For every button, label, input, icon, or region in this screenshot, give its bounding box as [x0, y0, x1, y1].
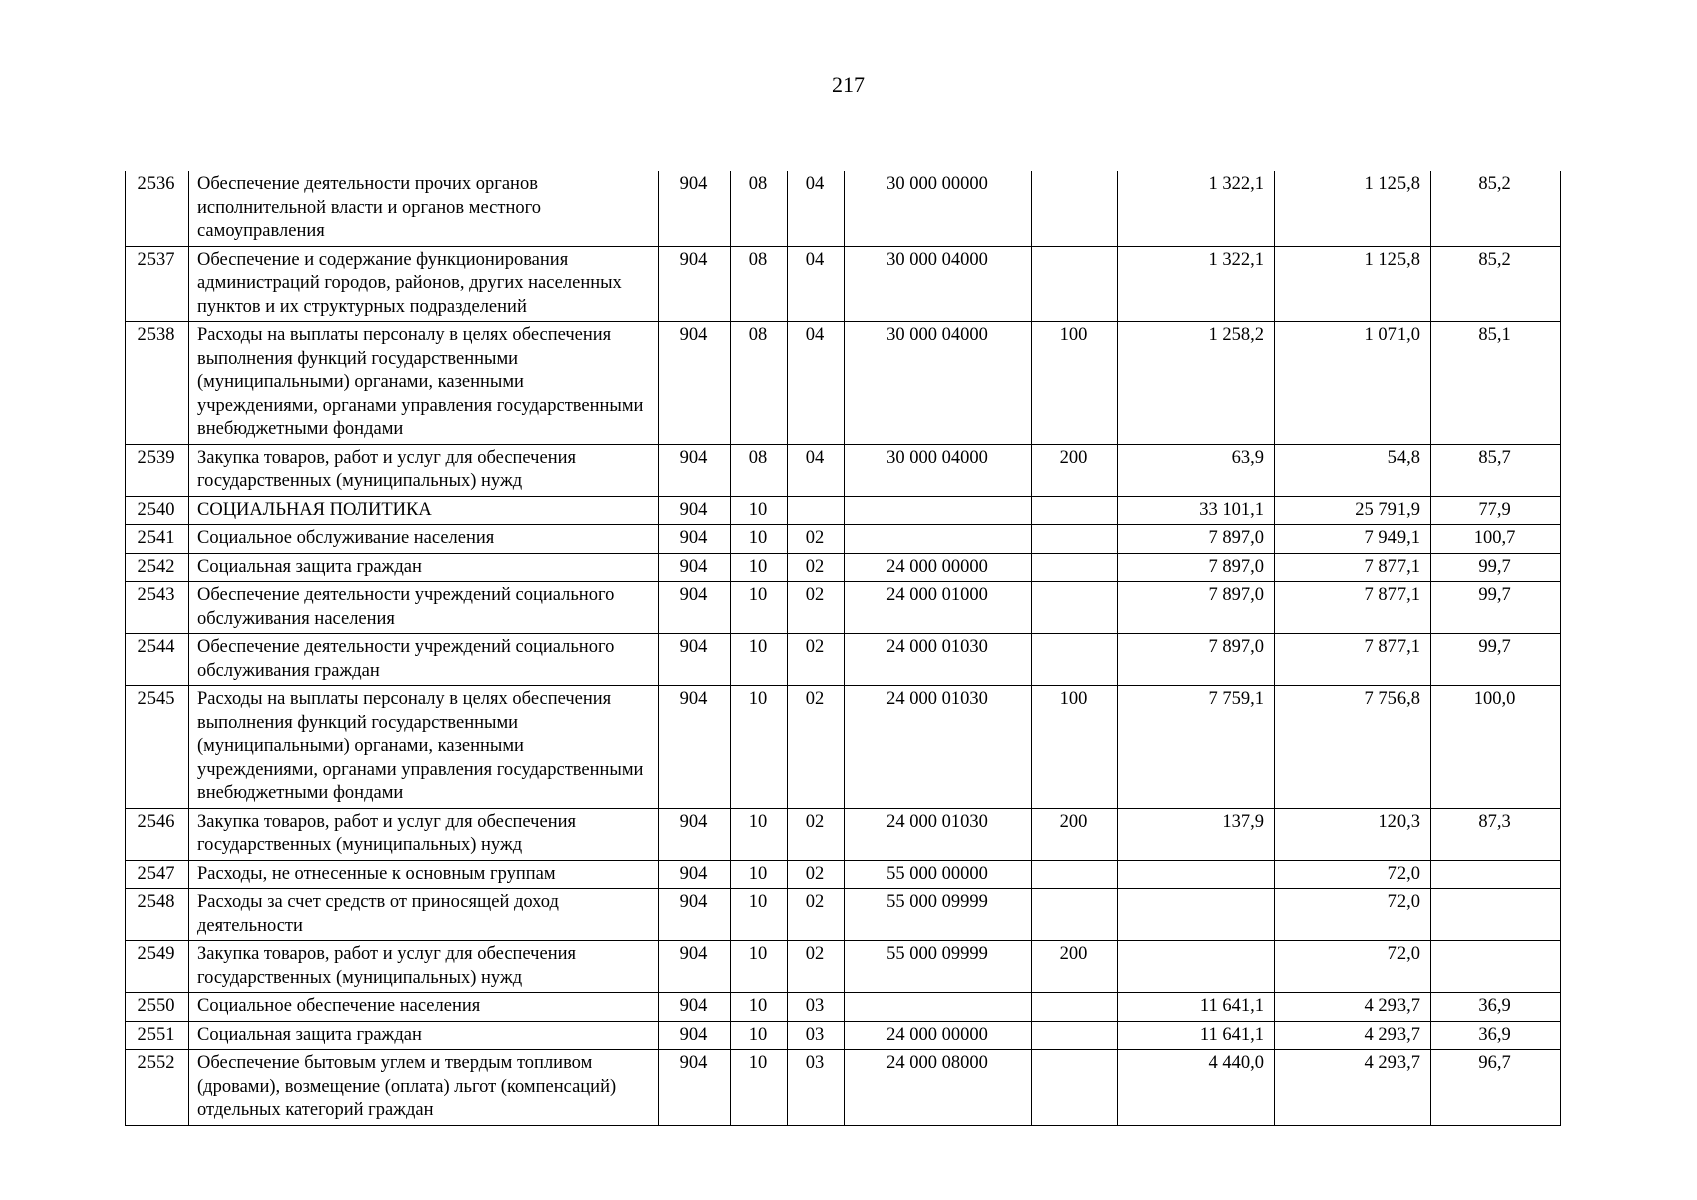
- target-article-cell: 24 000 01030: [845, 686, 1032, 809]
- department-code-cell: 904: [659, 525, 731, 554]
- table-row: [126, 634, 1561, 686]
- execution-percent-cell: 99,7: [1431, 553, 1561, 582]
- actual-amount-cell: 7 877,1: [1275, 582, 1431, 634]
- department-code-cell: 904: [659, 171, 731, 246]
- expense-type-cell: [1032, 634, 1118, 686]
- section-code-cell: 10: [731, 525, 788, 554]
- table-row: [126, 860, 1561, 889]
- row-number-cell: 2549: [126, 941, 189, 993]
- planned-amount-cell: 7 897,0: [1118, 525, 1275, 554]
- expense-name-cell: СОЦИАЛЬНАЯ ПОЛИТИКА: [189, 496, 659, 525]
- expense-type-cell: [1032, 553, 1118, 582]
- execution-percent-cell: 85,2: [1431, 246, 1561, 322]
- subsection-code-cell: [788, 496, 845, 525]
- execution-percent-cell: 85,7: [1431, 444, 1561, 496]
- planned-amount-cell: 1 258,2: [1118, 322, 1275, 445]
- expense-type-cell: [1032, 171, 1118, 246]
- table-row: [126, 553, 1561, 582]
- planned-amount-cell: 7 759,1: [1118, 686, 1275, 809]
- table-row: [126, 993, 1561, 1022]
- planned-amount-cell: [1118, 860, 1275, 889]
- expense-name-cell: Расходы за счет средств от приносящей доход деятельности: [189, 889, 659, 941]
- actual-amount-cell: 72,0: [1275, 860, 1431, 889]
- subsection-code-cell: 02: [788, 686, 845, 809]
- target-article-cell: 55 000 09999: [845, 941, 1032, 993]
- expense-type-cell: 200: [1032, 444, 1118, 496]
- target-article-cell: 30 000 00000: [845, 171, 1032, 246]
- actual-amount-cell: 120,3: [1275, 808, 1431, 860]
- expense-name-cell: Социальное обслуживание населения: [189, 525, 659, 554]
- subsection-code-cell: 02: [788, 525, 845, 554]
- subsection-code-cell: 02: [788, 860, 845, 889]
- row-number-cell: 2552: [126, 1050, 189, 1126]
- subsection-code-cell: 04: [788, 322, 845, 445]
- planned-amount-cell: [1118, 941, 1275, 993]
- actual-amount-cell: 1 125,8: [1275, 246, 1431, 322]
- execution-percent-cell: [1431, 860, 1561, 889]
- department-code-cell: 904: [659, 686, 731, 809]
- section-code-cell: 08: [731, 171, 788, 246]
- subsection-code-cell: 03: [788, 1050, 845, 1126]
- execution-percent-cell: 96,7: [1431, 1050, 1561, 1126]
- planned-amount-cell: 11 641,1: [1118, 993, 1275, 1022]
- actual-amount-cell: 4 293,7: [1275, 1021, 1431, 1050]
- expense-type-cell: [1032, 889, 1118, 941]
- target-article-cell: 24 000 08000: [845, 1050, 1032, 1126]
- execution-percent-cell: 99,7: [1431, 582, 1561, 634]
- table-row: [126, 808, 1561, 860]
- execution-percent-cell: [1431, 889, 1561, 941]
- execution-percent-cell: 36,9: [1431, 993, 1561, 1022]
- subsection-code-cell: 04: [788, 246, 845, 322]
- subsection-code-cell: 02: [788, 634, 845, 686]
- table-row: [126, 1050, 1561, 1126]
- row-number-cell: 2537: [126, 246, 189, 322]
- subsection-code-cell: 04: [788, 171, 845, 246]
- target-article-cell: [845, 993, 1032, 1022]
- expense-type-cell: 200: [1032, 808, 1118, 860]
- expense-type-cell: [1032, 246, 1118, 322]
- section-code-cell: 10: [731, 686, 788, 809]
- expense-name-cell: Социальная защита граждан: [189, 553, 659, 582]
- actual-amount-cell: 7 877,1: [1275, 634, 1431, 686]
- target-article-cell: 24 000 00000: [845, 1021, 1032, 1050]
- execution-percent-cell: 85,1: [1431, 322, 1561, 445]
- subsection-code-cell: 03: [788, 993, 845, 1022]
- budget-table: [125, 171, 1561, 1126]
- page-number: 217: [832, 72, 865, 97]
- table-row: [126, 444, 1561, 496]
- row-number-cell: 2548: [126, 889, 189, 941]
- section-code-cell: 10: [731, 941, 788, 993]
- section-code-cell: 10: [731, 1050, 788, 1126]
- planned-amount-cell: 63,9: [1118, 444, 1275, 496]
- section-code-cell: 08: [731, 444, 788, 496]
- actual-amount-cell: 72,0: [1275, 889, 1431, 941]
- target-article-cell: 30 000 04000: [845, 444, 1032, 496]
- department-code-cell: 904: [659, 246, 731, 322]
- section-code-cell: 10: [731, 993, 788, 1022]
- expense-name-cell: Обеспечение деятельности учреждений социального обслуживания населения: [189, 582, 659, 634]
- expense-name-cell: Закупка товаров, работ и услуг для обеспечения государственных (муниципальных) нужд: [189, 808, 659, 860]
- target-article-cell: [845, 496, 1032, 525]
- department-code-cell: 904: [659, 553, 731, 582]
- execution-percent-cell: 87,3: [1431, 808, 1561, 860]
- row-number-cell: 2546: [126, 808, 189, 860]
- department-code-cell: 904: [659, 808, 731, 860]
- department-code-cell: 904: [659, 496, 731, 525]
- expense-name-cell: Обеспечение бытовым углем и твердым топливом (дровами), возмещение (оплата) льгот (компенсаций) отдельных категорий граждан: [189, 1050, 659, 1126]
- row-number-cell: 2544: [126, 634, 189, 686]
- expense-type-cell: [1032, 1050, 1118, 1126]
- table-body: [126, 171, 1561, 1125]
- expense-type-cell: 200: [1032, 941, 1118, 993]
- execution-percent-cell: 85,2: [1431, 171, 1561, 246]
- actual-amount-cell: 7 877,1: [1275, 553, 1431, 582]
- planned-amount-cell: [1118, 889, 1275, 941]
- target-article-cell: [845, 525, 1032, 554]
- expense-name-cell: Закупка товаров, работ и услуг для обеспечения государственных (муниципальных) нужд: [189, 941, 659, 993]
- table-row: [126, 941, 1561, 993]
- section-code-cell: 10: [731, 582, 788, 634]
- budget-table-container: [125, 171, 1560, 1126]
- expense-type-cell: [1032, 525, 1118, 554]
- expense-name-cell: Социальное обеспечение населения: [189, 993, 659, 1022]
- expense-type-cell: [1032, 860, 1118, 889]
- expense-name-cell: Обеспечение и содержание функционирования администраций городов, районов, других населенных пунктов и их структурных подразделений: [189, 246, 659, 322]
- department-code-cell: 904: [659, 322, 731, 445]
- target-article-cell: 55 000 00000: [845, 860, 1032, 889]
- table-row: [126, 582, 1561, 634]
- row-number-cell: 2538: [126, 322, 189, 445]
- subsection-code-cell: 02: [788, 553, 845, 582]
- row-number-cell: 2536: [126, 171, 189, 246]
- execution-percent-cell: 36,9: [1431, 1021, 1561, 1050]
- planned-amount-cell: 11 641,1: [1118, 1021, 1275, 1050]
- table-row: [126, 1021, 1561, 1050]
- actual-amount-cell: 4 293,7: [1275, 1050, 1431, 1126]
- department-code-cell: 904: [659, 582, 731, 634]
- expense-type-cell: 100: [1032, 686, 1118, 809]
- expense-name-cell: Закупка товаров, работ и услуг для обеспечения государственных (муниципальных) нужд: [189, 444, 659, 496]
- section-code-cell: 10: [731, 634, 788, 686]
- execution-percent-cell: 99,7: [1431, 634, 1561, 686]
- row-number-cell: 2550: [126, 993, 189, 1022]
- table-row: [126, 171, 1561, 246]
- department-code-cell: 904: [659, 1021, 731, 1050]
- planned-amount-cell: 33 101,1: [1118, 496, 1275, 525]
- table-row: [126, 525, 1561, 554]
- section-code-cell: 10: [731, 553, 788, 582]
- table-row: [126, 496, 1561, 525]
- planned-amount-cell: 1 322,1: [1118, 171, 1275, 246]
- planned-amount-cell: 137,9: [1118, 808, 1275, 860]
- target-article-cell: 24 000 01000: [845, 582, 1032, 634]
- table-row: [126, 246, 1561, 322]
- section-code-cell: 10: [731, 860, 788, 889]
- planned-amount-cell: 1 322,1: [1118, 246, 1275, 322]
- row-number-cell: 2551: [126, 1021, 189, 1050]
- expense-type-cell: [1032, 496, 1118, 525]
- execution-percent-cell: 100,7: [1431, 525, 1561, 554]
- expense-type-cell: [1032, 582, 1118, 634]
- planned-amount-cell: 7 897,0: [1118, 582, 1275, 634]
- target-article-cell: 30 000 04000: [845, 246, 1032, 322]
- department-code-cell: 904: [659, 634, 731, 686]
- actual-amount-cell: 72,0: [1275, 941, 1431, 993]
- actual-amount-cell: 1 125,8: [1275, 171, 1431, 246]
- section-code-cell: 10: [731, 496, 788, 525]
- planned-amount-cell: 7 897,0: [1118, 634, 1275, 686]
- row-number-cell: 2541: [126, 525, 189, 554]
- expense-type-cell: [1032, 993, 1118, 1022]
- subsection-code-cell: 02: [788, 808, 845, 860]
- expense-name-cell: Расходы, не отнесенные к основным группам: [189, 860, 659, 889]
- actual-amount-cell: 1 071,0: [1275, 322, 1431, 445]
- target-article-cell: 24 000 01030: [845, 634, 1032, 686]
- section-code-cell: 10: [731, 808, 788, 860]
- target-article-cell: 30 000 04000: [845, 322, 1032, 445]
- actual-amount-cell: 25 791,9: [1275, 496, 1431, 525]
- section-code-cell: 08: [731, 246, 788, 322]
- row-number-cell: 2545: [126, 686, 189, 809]
- expense-name-cell: Обеспечение деятельности прочих органов исполнительной власти и органов местного самоуправления: [189, 171, 659, 246]
- expense-name-cell: Обеспечение деятельности учреждений социального обслуживания граждан: [189, 634, 659, 686]
- subsection-code-cell: 02: [788, 941, 845, 993]
- department-code-cell: 904: [659, 889, 731, 941]
- target-article-cell: 24 000 01030: [845, 808, 1032, 860]
- execution-percent-cell: 77,9: [1431, 496, 1561, 525]
- row-number-cell: 2539: [126, 444, 189, 496]
- section-code-cell: 10: [731, 1021, 788, 1050]
- target-article-cell: 24 000 00000: [845, 553, 1032, 582]
- planned-amount-cell: 7 897,0: [1118, 553, 1275, 582]
- row-number-cell: 2547: [126, 860, 189, 889]
- expense-type-cell: 100: [1032, 322, 1118, 445]
- subsection-code-cell: 02: [788, 582, 845, 634]
- department-code-cell: 904: [659, 993, 731, 1022]
- expense-name-cell: Расходы на выплаты персоналу в целях обеспечения выполнения функций государственными (муниципальными) органами, казенными учреждениями, органами управления государственными внебюджетными фондами: [189, 686, 659, 809]
- actual-amount-cell: 7 756,8: [1275, 686, 1431, 809]
- actual-amount-cell: 4 293,7: [1275, 993, 1431, 1022]
- table-row: [126, 889, 1561, 941]
- planned-amount-cell: 4 440,0: [1118, 1050, 1275, 1126]
- actual-amount-cell: 54,8: [1275, 444, 1431, 496]
- department-code-cell: 904: [659, 941, 731, 993]
- row-number-cell: 2542: [126, 553, 189, 582]
- section-code-cell: 10: [731, 889, 788, 941]
- table-row: [126, 322, 1561, 445]
- expense-name-cell: Расходы на выплаты персоналу в целях обеспечения выполнения функций государственными (муниципальными) органами, казенными учреждениями, органами управления государственными внебюджетными фондами: [189, 322, 659, 445]
- row-number-cell: 2543: [126, 582, 189, 634]
- department-code-cell: 904: [659, 444, 731, 496]
- actual-amount-cell: 7 949,1: [1275, 525, 1431, 554]
- subsection-code-cell: 03: [788, 1021, 845, 1050]
- department-code-cell: 904: [659, 860, 731, 889]
- department-code-cell: 904: [659, 1050, 731, 1126]
- subsection-code-cell: 04: [788, 444, 845, 496]
- expense-name-cell: Социальная защита граждан: [189, 1021, 659, 1050]
- target-article-cell: 55 000 09999: [845, 889, 1032, 941]
- execution-percent-cell: 100,0: [1431, 686, 1561, 809]
- row-number-cell: 2540: [126, 496, 189, 525]
- table-row: [126, 686, 1561, 809]
- expense-type-cell: [1032, 1021, 1118, 1050]
- section-code-cell: 08: [731, 322, 788, 445]
- subsection-code-cell: 02: [788, 889, 845, 941]
- execution-percent-cell: [1431, 941, 1561, 993]
